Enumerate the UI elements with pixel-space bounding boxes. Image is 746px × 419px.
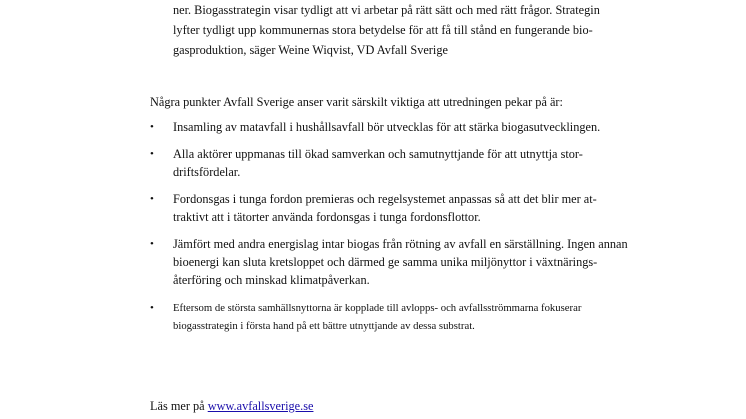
quote-line: lyfter tydligt upp kommunernas stora betydelse för att få till stånd en fungerande bio-	[173, 23, 593, 37]
quote-line: ner. Biogasstrategin visar tydligt att vi arbetar på rätt sätt och med rätt frågor. Strategin	[173, 3, 600, 17]
bullet-line: återföring och minskad klimatpåverkan.	[173, 273, 370, 287]
bullet-line: Eftersom de största samhällsnyttorna är kopplade till avlopps- och avfallsströmmarna fokuserar	[173, 302, 582, 314]
bullet-line: Alla aktörer uppmanas till ökad samverkan och samutnyttjande för att utnyttja stor-	[173, 147, 583, 161]
bullet-icon: •	[150, 121, 154, 133]
bullet-line: biogasstrategin i första hand på ett bättre utnyttjande av dessa substrat.	[173, 320, 475, 332]
bullet-line: driftsfördelar.	[173, 165, 241, 179]
bullet-line: Jämfört med andra energislag intar biogas från rötning av avfall en särställning. Ingen annan	[173, 237, 628, 251]
quote-line: gasproduktion, säger Weine Wiqvist, VD Avfall Sverige	[173, 43, 448, 57]
read-more-prefix: Läs mer på	[150, 399, 208, 413]
bullet-icon: •	[150, 302, 154, 314]
bullet-icon: •	[150, 238, 154, 250]
bullet-line: bioenergi kan sluta kretsloppet och därmed ge samma unika miljönyttor i växtnärings-	[173, 255, 598, 269]
quote-paragraph	[173, 0, 673, 60]
bullet-icon: •	[150, 193, 154, 205]
bullet-line: Fordonsgas i tunga fordon premieras och regelsystemet anpassas så att det blir mer at-	[173, 192, 597, 206]
read-more-line	[150, 397, 313, 415]
website-link[interactable]: www.avfallsverige.se	[207, 399, 314, 413]
bullet-line: Insamling av matavfall i hushållsavfall bör utvecklas för att stärka biogasutvecklingen.	[173, 120, 601, 134]
bullet-line: traktivt att i tätorter använda fordonsgas i tunga fordonsflottor.	[173, 210, 481, 224]
intro-paragraph: Några punkter Avfall Sverige anser varit särskilt viktiga att utredningen pekar på är:	[150, 95, 563, 109]
bullet-icon: •	[150, 148, 154, 160]
